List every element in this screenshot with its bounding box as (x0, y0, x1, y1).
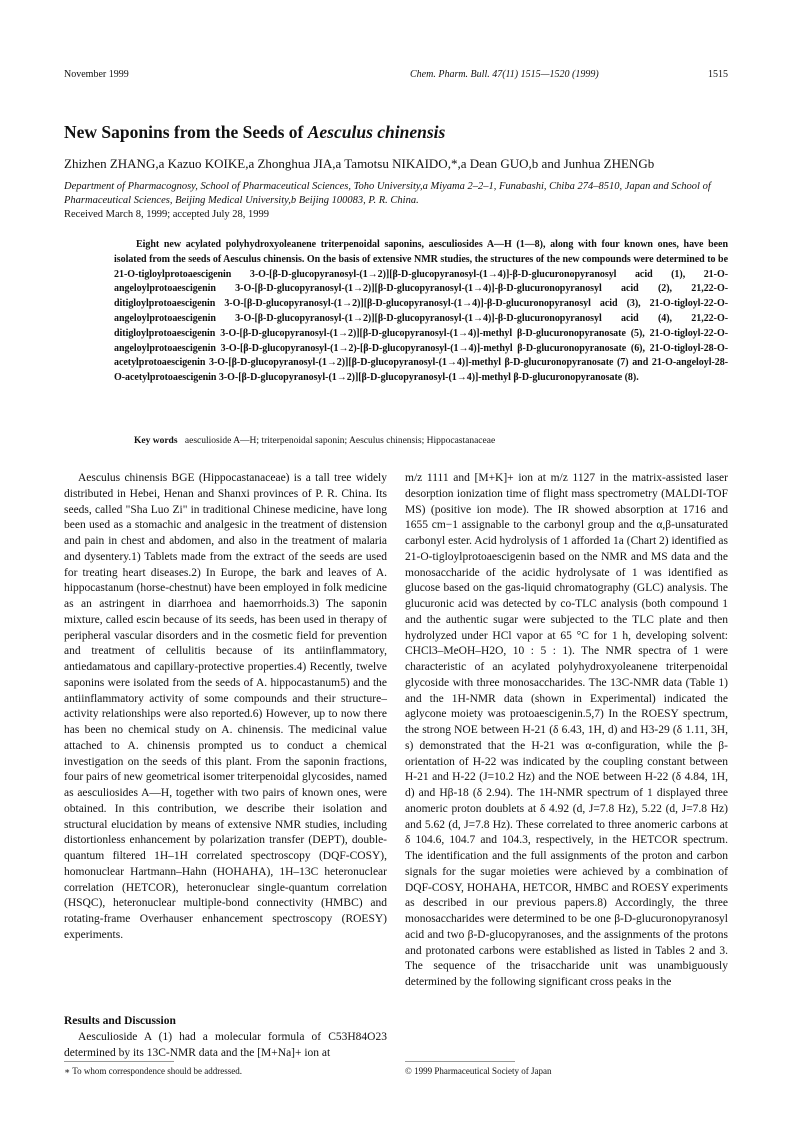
running-head (64, 68, 728, 82)
results-continuation: m/z 1111 and [M+K]+ ion at m/z 1127 in the matrix-assisted laser desorption ionization time of flight mass spectrometry (MALDI-TOF MS) (positive ion mode). The IR showed absorption at 1716 and 1655 cm−1 assignable to the carbonyl group and the α,β-unsaturated carbonyl ester. Acid hydrolysis of 1 afforded 1a (Chart 2) identified as 21-O-tigloylprotoaescigenin based on the NMR and MS data and the monosaccharide of the acidic hydrolysate of 1 was identified as glucose based on the gas-liquid chromatography (GLC) analysis. The glucuronic acid was detected by co-TLC analysis (both compound 1 and the authentic sugar were subjected to the TLC plate and then hydrolyzed under HCl vapor at 65 °C for 1 h, developing solvent: CHCl3–MeOH–H2O, 10 : 5 : 1). The NMR spectra of 1 were characteristic of an acylated polyhydroxyoleanene triterpenoidal glycoside with three monosaccharides. The 13C-NMR data (Table 1) and the 1H-NMR data (shown in Experimental) indicated the aglycone moiety was protoaescigenin.5,7) In the ROESY spectrum, the strong NOE between H-21 (δ 6.43, 1H, d) and H3-29 (δ 1.11, 3H, s) demonstrated that the H-21 was α-configuration, while the β-orientation of H-22 was indicated by the coupling constant between H-21 and H-22 (J=10.2 Hz) and the NOE between H-22 (δ 4.84, 1H, d) and Hβ-18 (δ 2.94). The 1H-NMR spectrum of 1 displayed three anomeric proton doublets at δ 4.92 (d, J=7.8 Hz), 5.22 (d, J=7.8 Hz) and 5.62 (d, J=7.8 Hz). These correlated to three anomeric carbons at δ 104.6, 104.7 and 104.3, respectively, in the HETCOR spectrum. The identification and the full assignments of the proton and carbon signals for the sugar moieties were achieved by a combination of DQF-COSY, HOHAHA, HETCOR, HMBC and ROESY experiments as described in our previous papers.8) Accordingly, the three monosaccharides were determined to be one β-D-glucuronopyranosyl acid and two β-D-glucopyranoses, and the assignments of the protons and protonated carbons were established as listed in Tables 2 and 3. The sequence of the trisaccharide unit was unambiguously determined by the following significant cross peaks in the (405, 472, 728, 988)
footnote-rule (64, 1061, 174, 1062)
results-paragraph: Aesculioside A (1) had a molecular formula of C53H84O23 determined by its 13C-NMR data and the [M+Na]+ ion at (64, 1031, 387, 1059)
received-dates: Received March 8, 1999; accepted July 28, 1999 (64, 209, 269, 220)
correspondence-footnote: ∗ To whom correspondence should be addressed. (64, 1066, 243, 1076)
issue-date: November 1999 (64, 69, 129, 80)
keywords-label: Key words (134, 436, 178, 446)
affiliations: Department of Pharmacognosy, School of Pharmaceutical Sciences, Toho University,a Miyama 2–2–1, Funabashi, Chiba 274–8510, Japan and School of Pharmaceutical Sciences, Beijing Medical University,b Beijing 100083, P. R. China. (64, 181, 711, 206)
keywords-text: aesculioside A—H; triterpenoidal saponin; Aesculus chinensis; Hippocastanaceae (184, 436, 496, 446)
intro-paragraph: Aesculus chinensis BGE (Hippocastanaceae) is a tall tree widely distributed in Hebei, Henan and Shanxi provinces of P. R. China. Its seeds, called "Sha Luo Zi" in traditional Chinese medicine, have long been used as a stomachic and analgesic in the treatment of distension and pain in chest and abdomen, and also in the treatment of malaria and dysentery.1) Tablets made from the extract of the seeds are used for treating heart diseases.2) In Europe, the bark and leaves of A. hippocastanum (horse-chestnut) have been employed in folk medicine as an astringent in diarrhoea and haemorrhoids.3) The saponin mixture, called escin because of its seeds, has been used in therapy of peripheral vascular disorders and in the cosmetic field for prevention and treatment of cellulitis because of its antiinflammatory, antiedamatous and capillary-protective properties.4) Recently, twelve saponins were isolated from the seeds of A. hippocastanum5) and the antiinflammatory activity of some compounds and their structure–activity relationships were also reported.6) However, up to now there has been no chemical study on A. chinensis. The medicinal value attached to A. chinensis prompted us to conduct a chemical investigation on the seeds of this plant. From the saponin fractions, four pairs of new geometrical isomer triterpenoidal glycosides, named as aesculiosides A—H, together with two pairs of known ones, were obtained. In this contribution, we describe their isolation and structural elucidation by means of extensive NMR studies, including distortionless enhancement by polarization transfer (DEPT), double-quantum filtered 1H–1H correlated spectroscopy (DQF-COSY), homonuclear Hartmann–Hahn (HOHAHA), 1H–13C heteronuclear correlation (HETCOR), heteronuclear single-quantum correlation (HSQC), heteronuclear multiple-bond connectivity (HMBC) and rotating-frame Overhauser enhancement spectroscopy (ROESY) experiments. (64, 472, 387, 941)
intro-column (64, 471, 387, 944)
copyright-notice: © 1999 Pharmaceutical Society of Japan (405, 1066, 552, 1076)
journal-citation: Chem. Pharm. Bull. 47(11) 1515—1520 (1999) (410, 69, 599, 80)
page-number: 1515 (708, 69, 728, 80)
author-list: Zhizhen ZHANG,a Kazuo KOIKE,a Zhonghua JIA,a Tamotsu NIKAIDO,*,a Dean GUO,b and Junhua ZHENGb (64, 156, 655, 171)
keywords (134, 435, 734, 448)
right-column (405, 471, 728, 991)
copyright-rule (405, 1061, 515, 1062)
title-species: Aesculus chinensis (307, 122, 446, 142)
abstract: Eight new acylated polyhydroxyoleanene triterpenoidal saponins, aesculiosides A—H (1—8), along with four known ones, have been isolated from the seeds of Aesculus chinensis. On the basis of extensive NMR studies, the structures of the new compounds were determined to be 21-O-tigloylprotoaescigenin 3-O-[β-D-glucopyranosyl-(1→2)][β-D-glucopyranosyl-(1→4)]-β-D-glucuronopyranosyl acid (1), 21-O-angeloylprotoaescigenin 3-O-[β-D-glucopyranosyl-(1→2)][β-D-glucopyranosyl-(1→4)]-β-D-glucuronopyranosyl acid (2), 21,22-O-ditigloylprotoaescigenin 3-O-[β-D-glucopyranosyl-(1→2)][β-D-glucopyranosyl-(1→4)]-β-D-glucuronopyranosyl acid (3), 21-O-tigloyl-22-O-angeloylprotoaescigenin 3-O-[β-D-glucopyranosyl-(1→2)][β-D-glucopyranosyl-(1→4)]-β-D-glucuronopyranosyl acid (4), 21,22-O-ditigloylprotoaescigenin 3-O-[β-D-glucopyranosyl-(1→2)][β-D-glucopyranosyl-(1→4)]-methyl β-D-glucuronopyranosate (5), 21-O-tigloyl-22-O-angeloylprotoaescigenin 3-O-[β-D-glucopyranosyl-(1→2)-[β-D-glucopyranosyl-(1→4)]-methyl β-D-glucuronopyranosate (6), 21-O-tigloyl-28-O-acetylprotoaescigenin 3-O-[β-D-glucopyranosyl-(1→2)][β-D-glucopyranosyl-(1→4)]-methyl β-D-glucuronopyranosate (7) and 21-O-angeloyl-28-O-acetylprotoaescigenin 3-O-[β-D-glucopyranosyl-(1→2)][β-D-glucopyranosyl-(1→4)]-methyl β-D-glucuronopyranosate (8). (114, 239, 728, 384)
section-heading: Results and Discussion (64, 1015, 176, 1027)
article-title (64, 121, 728, 143)
title-text: New Saponins from the Seeds of (64, 122, 308, 142)
